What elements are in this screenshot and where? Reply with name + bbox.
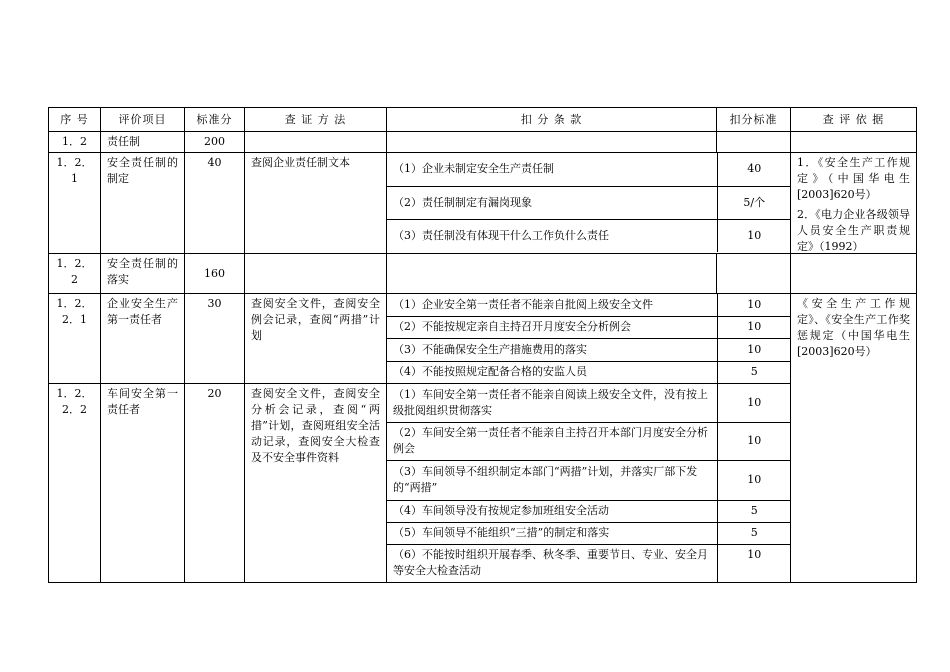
clause-score: 5 <box>717 500 791 522</box>
clause-score: 5 <box>717 522 791 544</box>
clause-text: （4）车间领导没有按规定参加班组安全活动 <box>387 500 717 522</box>
header-row <box>49 108 917 132</box>
clause-text: （6）不能按时组织开展春季、秋冬季、重要节日、专业、安全月等安全大检查活动 <box>393 547 708 577</box>
header-deduction: 扣分标准 <box>717 108 791 132</box>
item-cell: 安全责任制的制定 <box>101 153 185 254</box>
clause-score: 10 <box>717 316 791 338</box>
item-cell: 企业安全生产第一责任者 <box>101 294 185 384</box>
basis-text: 1．《安全生产工作规定》（中国华电生[2003]620号） <box>797 156 910 201</box>
clause-score: 5 <box>717 361 791 383</box>
header-basis: 查 评 依 据 <box>791 108 917 132</box>
clause-score: 10 <box>717 338 791 361</box>
method-cell: 查阅安全文件，查阅安全例会记录，查阅“两措”计划 <box>245 294 387 384</box>
clause-text: （1）企业未制定安全生产责任制 <box>387 153 717 186</box>
clause-text: （4）不能按照规定配备合格的安监人员 <box>393 365 587 379</box>
seq-cell: 1．2．2 <box>49 254 101 294</box>
seq-cell: 1．2．2．1 <box>49 294 101 384</box>
basis-text: 《安全生产工作规定》、《安全生产工作奖惩规定（中国华电生[2003]620号） <box>797 297 910 358</box>
clause-text: （5）车间领导不能组织“三措”的制定和落实 <box>387 522 717 544</box>
basis-cell <box>791 294 917 583</box>
std-cell: 160 <box>185 254 245 294</box>
item-cell: 安全责任制的落实 <box>101 254 185 294</box>
header-item: 评价项目 <box>101 108 185 132</box>
clause-list <box>387 294 791 383</box>
clause-text: （2）不能按规定亲自主持召开月度安全分析例会 <box>387 316 717 338</box>
clause-score: 40 <box>717 153 791 186</box>
basis-text: 2．《电力企业各级领导人员安全生产职责规定》（1992） <box>797 208 910 251</box>
clause-list <box>387 384 791 582</box>
std-cell: 200 <box>185 132 245 153</box>
item-cell: 责任制 <box>101 132 185 153</box>
clause-score: 10 <box>717 460 791 500</box>
clause-list <box>387 153 791 252</box>
std-cell: 30 <box>185 294 245 384</box>
header-method: 查 证 方 法 <box>245 108 387 132</box>
clause-text: （2）车间安全第一责任者不能亲自主持召开本部门月度安全分析例会 <box>387 422 717 460</box>
clause-text: （3）不能确保安全生产措施费用的落实 <box>387 338 717 361</box>
clause-score: 10 <box>717 219 791 252</box>
clause-text: （1）车间安全第一责任者不能亲自阅读上级安全文件，没有按上级批阅组织贯彻落实 <box>387 384 717 422</box>
table-row <box>49 384 917 583</box>
table-row <box>49 294 917 384</box>
clause-text: （3）车间领导不组织制定本部门“两措”计划，并落实厂部下发的“两措” <box>387 460 717 500</box>
clause-score: 10 <box>717 544 791 582</box>
method-cell: 查阅安全文件，查阅安全分析会记录，查阅“两措”计划，查阅班组安全活动记录，查阅安全大检查及不安全事件资料 <box>245 384 387 583</box>
table-row <box>49 132 917 153</box>
item-cell: 车间安全第一责任者 <box>101 384 185 583</box>
clause-score: 10 <box>717 422 791 460</box>
basis-cell <box>791 153 917 254</box>
evaluation-table <box>48 107 917 583</box>
method-cell: 查阅企业责任制文本 <box>245 153 387 254</box>
seq-cell: 1．2．2．2 <box>49 384 101 583</box>
std-cell: 20 <box>185 384 245 583</box>
clause-score: 10 <box>717 384 791 422</box>
header-seq: 序 号 <box>49 108 101 132</box>
table-row <box>49 254 917 294</box>
header-clauses: 扣 分 条 款 <box>387 108 717 132</box>
clause-score: 10 <box>717 294 791 316</box>
clause-text: （2）责任制制定有漏岗现象 <box>387 186 717 219</box>
std-cell: 40 <box>185 153 245 254</box>
seq-cell: 1．2 <box>49 132 101 153</box>
clause-score: 5/个 <box>717 186 791 219</box>
clause-text: （1）企业安全第一责任者不能亲自批阅上级安全文件 <box>387 294 717 316</box>
seq-cell: 1．2．1 <box>49 153 101 254</box>
table-row <box>49 153 917 254</box>
clause-text: （3）责任制没有体现干什么工作负什么责任 <box>393 228 609 242</box>
header-standard-score: 标准分 <box>185 108 245 132</box>
